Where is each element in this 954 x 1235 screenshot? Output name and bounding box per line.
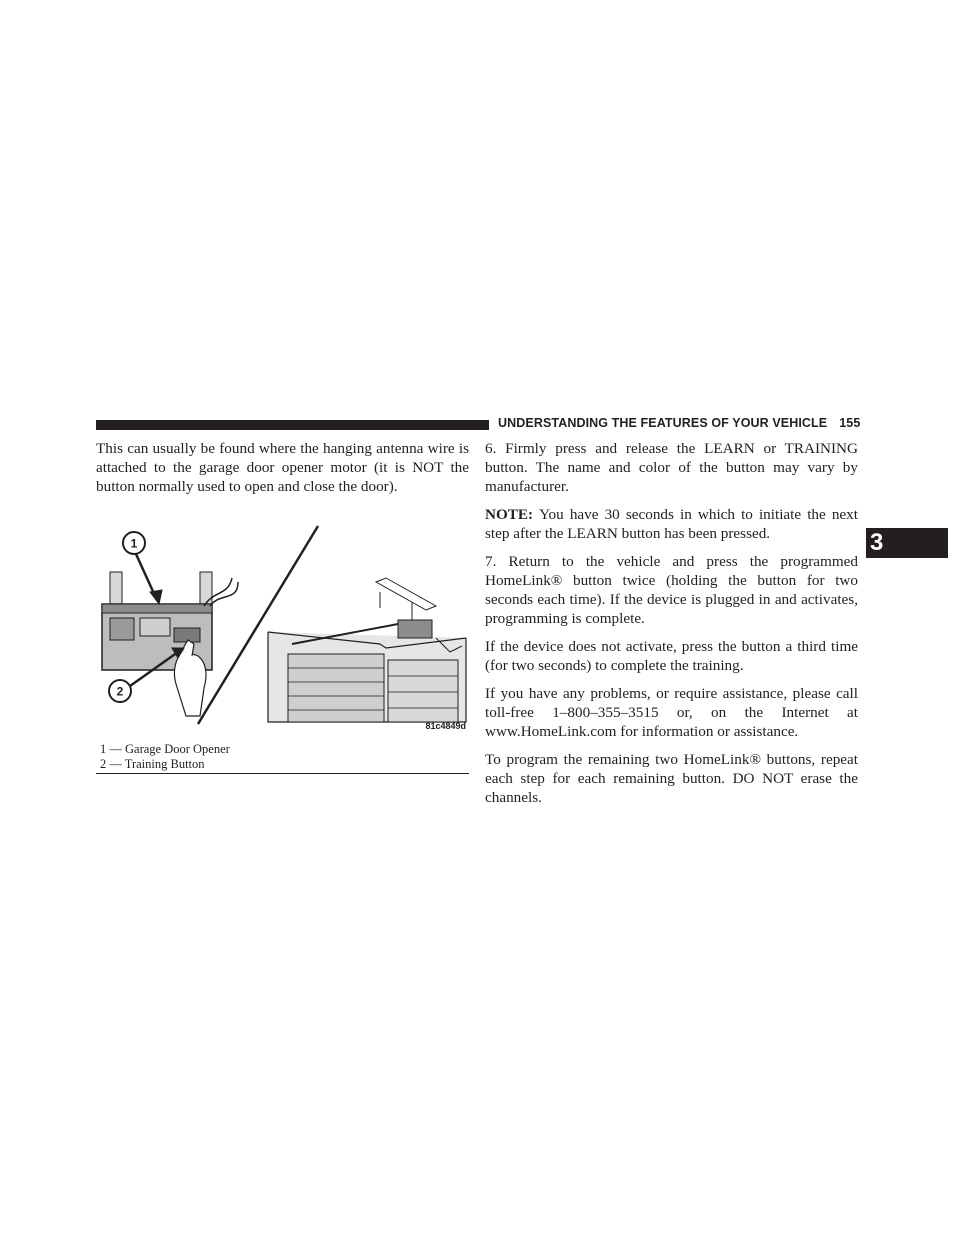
intro-paragraph: This can usually be found where the hanging antenna wire is attached to the garage door opener motor (it is NOT the button normally used to open and close the door). xyxy=(96,440,469,495)
page-number: 155 xyxy=(839,416,861,430)
running-header xyxy=(498,416,861,430)
caption-rule xyxy=(96,773,469,774)
garage-door-opener-illustration xyxy=(96,520,469,740)
figure-caption xyxy=(100,742,230,772)
problems-paragraph: If you have any problems, or require assistance, please call toll-free 1–800–355–3515 or, on the Internet at www.HomeLink.com for information or assistance. xyxy=(485,685,858,740)
section-title: UNDERSTANDING THE FEATURES OF YOUR VEHICLE xyxy=(498,416,828,430)
step-7-paragraph: 7. Return to the vehicle and press the programmed HomeLink® button twice (holding the button for two seconds each time). If the device is plugged in and activates, programming is complete. xyxy=(485,553,858,627)
caption-item-1: 1 — Garage Door Opener xyxy=(100,742,230,756)
caption-item-2: 2 — Training Button xyxy=(100,757,205,771)
left-column xyxy=(96,439,469,505)
callout-2-label: 2 xyxy=(116,684,124,699)
program-remaining-paragraph: To program the remaining two HomeLink® buttons, repeat each step for each remaining button. DO NOT erase the channels. xyxy=(485,751,858,806)
callout-1-label: 1 xyxy=(130,536,138,551)
note-label: NOTE: xyxy=(485,506,534,523)
note-paragraph xyxy=(485,505,858,543)
note-text: You have 30 seconds in which to initiate the next step after the LEARN button has been pressed. xyxy=(485,506,858,542)
chapter-tab: 3 xyxy=(866,528,948,558)
header-rule xyxy=(96,420,489,430)
step-6-paragraph: 6. Firmly press and release the LEARN or TRAINING button. The name and color of the button may vary by manufacturer. xyxy=(485,440,858,495)
garage-scene xyxy=(268,578,466,722)
figure-code: 81c4849d xyxy=(425,721,466,731)
right-column xyxy=(485,439,858,816)
not-activate-paragraph: If the device does not activate, press the button a third time (for two seconds) to complete the training. xyxy=(485,638,858,674)
